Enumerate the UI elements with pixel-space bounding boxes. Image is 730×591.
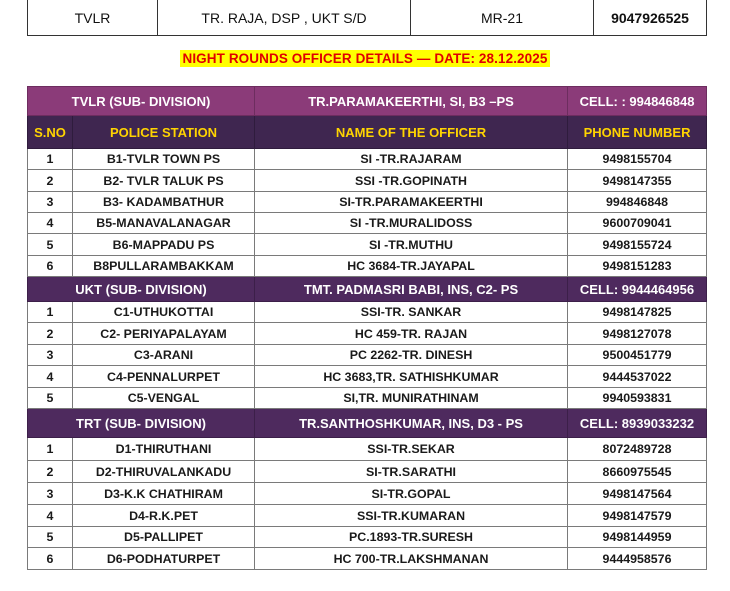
row-phone-number: 9444958576 — [568, 548, 707, 570]
row-officer-name: SSI-TR.SEKAR — [255, 438, 568, 461]
table-row — [28, 345, 707, 366]
title-text: NIGHT ROUNDS OFFICER DETAILS — DATE: 28.12.2025 — [182, 51, 548, 66]
row-phone-number: 994846848 — [568, 192, 707, 213]
row-police-station: C1-UTHUKOTTAI — [73, 302, 255, 323]
row-sno: 2 — [28, 170, 73, 192]
division-officer: TR.PARAMAKEERTHI, SI, B3 –PS — [255, 87, 568, 116]
table-row — [28, 483, 707, 505]
row-phone-number: 9498147579 — [568, 505, 707, 527]
row-officer-name: HC 700-TR.LAKSHMANAN — [255, 548, 568, 570]
row-phone-number: 8072489728 — [568, 438, 707, 461]
row-police-station: B8PULLARAMBAKKAM — [73, 256, 255, 277]
row-sno: 5 — [28, 234, 73, 256]
row-sno: 3 — [28, 345, 73, 366]
previous-officer-table — [27, 0, 707, 36]
header-phone-number: PHONE NUMBER — [568, 116, 707, 149]
row-officer-name: PC 2262-TR. DINESH — [255, 345, 568, 366]
row-officer-name: SI -TR.RAJARAM — [255, 149, 568, 170]
row-sno: 1 — [28, 302, 73, 323]
table-row — [28, 548, 707, 570]
table-row — [28, 213, 707, 234]
row-sno: 2 — [28, 461, 73, 483]
row-sno: 3 — [28, 192, 73, 213]
row-sno: 4 — [28, 505, 73, 527]
division-officer: TMT. PADMASRI BABI, INS, C2- PS — [255, 277, 568, 302]
row-phone-number: 9500451779 — [568, 345, 707, 366]
header-officer-name: NAME OF THE OFFICER — [255, 116, 568, 149]
row-sno: 5 — [28, 388, 73, 409]
row-police-station: B1-TVLR TOWN PS — [73, 149, 255, 170]
row-phone-number: 9498155704 — [568, 149, 707, 170]
row-police-station: C5-VENGAL — [73, 388, 255, 409]
row-phone-number: 9444537022 — [568, 366, 707, 388]
row-officer-name: HC 3684-TR.JAYAPAL — [255, 256, 568, 277]
row-police-station: B2- TVLR TALUK PS — [73, 170, 255, 192]
header-sno: S.NO — [28, 116, 73, 149]
row-police-station: D1-THIRUTHANI — [73, 438, 255, 461]
row-officer-name: SI-TR.GOPAL — [255, 483, 568, 505]
row-police-station: D5-PALLIPET — [73, 527, 255, 548]
table-row — [28, 505, 707, 527]
division-name: TVLR (SUB- DIVISION) — [28, 87, 255, 116]
top-code-cell: MR-21 — [411, 0, 594, 36]
row-officer-name: HC 459-TR. RAJAN — [255, 323, 568, 345]
division-header-row — [28, 87, 707, 116]
row-police-station: B5-MANAVALANAGAR — [73, 213, 255, 234]
row-officer-name: HC 3683,TR. SATHISHKUMAR — [255, 366, 568, 388]
table-row — [28, 170, 707, 192]
row-phone-number: 9498147564 — [568, 483, 707, 505]
page-title — [0, 50, 730, 68]
row-sno: 5 — [28, 527, 73, 548]
row-sno: 6 — [28, 256, 73, 277]
row-sno: 1 — [28, 149, 73, 170]
table-row — [28, 366, 707, 388]
row-sno: 1 — [28, 438, 73, 461]
row-phone-number: 9940593831 — [568, 388, 707, 409]
row-phone-number: 9600709041 — [568, 213, 707, 234]
row-sno: 6 — [28, 548, 73, 570]
row-sno: 4 — [28, 213, 73, 234]
table-body — [28, 87, 707, 570]
row-police-station: D4-R.K.PET — [73, 505, 255, 527]
table-row — [28, 256, 707, 277]
row-officer-name: SI,TR. MUNIRATHINAM — [255, 388, 568, 409]
row-police-station: C2- PERIYAPALAYAM — [73, 323, 255, 345]
row-phone-number: 9498147825 — [568, 302, 707, 323]
row-officer-name: SSI-TR. SANKAR — [255, 302, 568, 323]
previous-officer-row — [28, 0, 707, 36]
row-police-station: D6-PODHATURPET — [73, 548, 255, 570]
row-phone-number: 9498155724 — [568, 234, 707, 256]
top-station-cell: TVLR — [28, 0, 158, 36]
table-row — [28, 388, 707, 409]
row-sno: 4 — [28, 366, 73, 388]
row-officer-name: SSI-TR.KUMARAN — [255, 505, 568, 527]
table-row — [28, 323, 707, 345]
division-cell: CELL: 9944464956 — [568, 277, 707, 302]
division-name: TRT (SUB- DIVISION) — [28, 409, 255, 438]
division-cell: CELL: : 994846848 — [568, 87, 707, 116]
row-phone-number: 9498151283 — [568, 256, 707, 277]
table-row — [28, 527, 707, 548]
row-officer-name: SI -TR.MURALIDOSS — [255, 213, 568, 234]
row-officer-name: SSI -TR.GOPINATH — [255, 170, 568, 192]
division-header-row — [28, 409, 707, 438]
top-phone-cell: 9047926525 — [594, 0, 707, 36]
table-row — [28, 461, 707, 483]
row-officer-name: SI-TR.SARATHI — [255, 461, 568, 483]
header-police-station: POLICE STATION — [73, 116, 255, 149]
row-police-station: D3-K.K CHATHIRAM — [73, 483, 255, 505]
row-sno: 3 — [28, 483, 73, 505]
table-row — [28, 302, 707, 323]
night-rounds-table — [27, 86, 707, 570]
table-row — [28, 234, 707, 256]
top-officer-cell: TR. RAJA, DSP , UKT S/D — [158, 0, 411, 36]
row-police-station: D2-THIRUVALANKADU — [73, 461, 255, 483]
row-police-station: C3-ARANI — [73, 345, 255, 366]
column-header-row — [28, 116, 707, 149]
table-row — [28, 149, 707, 170]
division-name: UKT (SUB- DIVISION) — [28, 277, 255, 302]
table-row — [28, 192, 707, 213]
row-officer-name: SI -TR.MUTHU — [255, 234, 568, 256]
row-officer-name: SI-TR.PARAMAKEERTHI — [255, 192, 568, 213]
row-phone-number: 9498144959 — [568, 527, 707, 548]
row-phone-number: 9498127078 — [568, 323, 707, 345]
row-officer-name: PC.1893-TR.SURESH — [255, 527, 568, 548]
row-police-station: B3- KADAMBATHUR — [73, 192, 255, 213]
row-police-station: C4-PENNALURPET — [73, 366, 255, 388]
row-phone-number: 9498147355 — [568, 170, 707, 192]
row-sno: 2 — [28, 323, 73, 345]
division-cell: CELL: 8939033232 — [568, 409, 707, 438]
table-row — [28, 438, 707, 461]
division-header-row — [28, 277, 707, 302]
division-officer: TR.SANTHOSHKUMAR, INS, D3 - PS — [255, 409, 568, 438]
row-police-station: B6-MAPPADU PS — [73, 234, 255, 256]
row-phone-number: 8660975545 — [568, 461, 707, 483]
